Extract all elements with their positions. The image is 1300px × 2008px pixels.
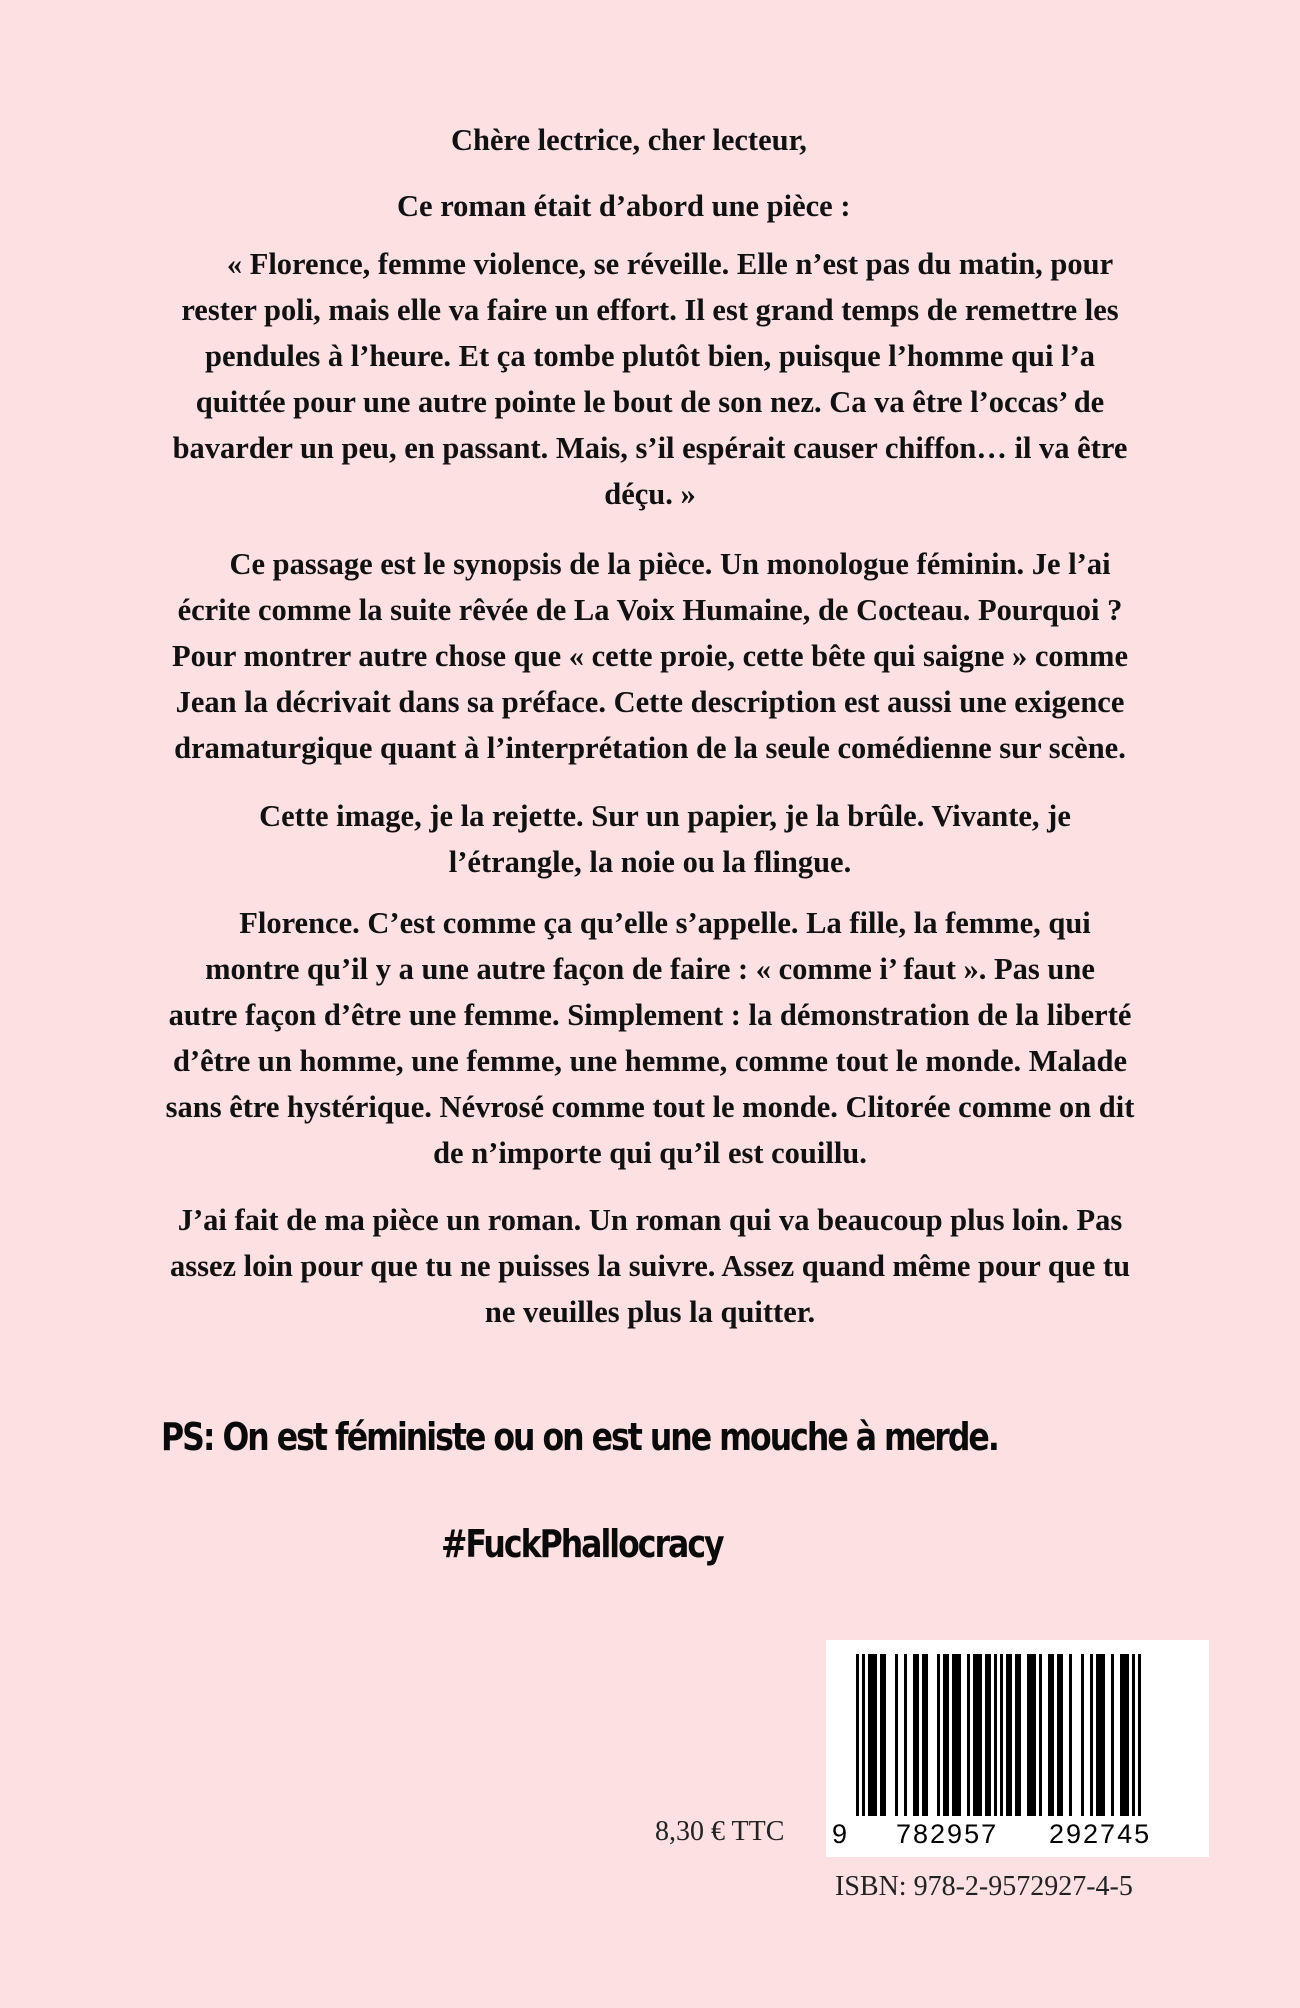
barcode-bar <box>958 1654 961 1816</box>
paragraph-line: quittée pour une autre pointe le bout de son nez. Ca va être l’occas’ de <box>195 385 1105 419</box>
florence-paragraph <box>0 900 1300 1176</box>
paragraph-line: « Florence, femme violence, se réveille. Elle n’est pas du matin, pour <box>226 247 1114 281</box>
barcode-bar <box>874 1654 877 1816</box>
barcode-bar <box>862 1654 865 1844</box>
barcode-bar <box>988 1654 991 1816</box>
barcode-bar <box>937 1654 940 1816</box>
paragraph-line: écrite comme la suite rêvée de La Voix Humaine, de Cocteau. Pourquoi ? <box>177 593 1123 627</box>
barcode-right-digits: 292745 <box>1049 1819 1152 1849</box>
barcode-bar <box>856 1654 859 1844</box>
synopsis-quote-paragraph <box>0 241 1300 517</box>
barcode-bar <box>1138 1654 1141 1844</box>
novel-paragraph <box>0 1197 1300 1335</box>
barcode-bar <box>952 1654 955 1816</box>
paragraph-line: J’ai fait de ma pièce un roman. Un roman qui va beaucoup plus loin. Pas <box>177 1203 1123 1237</box>
hashtag: #FuckPhallocracy <box>441 1522 723 1566</box>
paragraph-line: Ce passage est le synopsis de la pièce. Un monologue féminin. Je l’ai <box>229 547 1111 581</box>
paragraph-line: ne veuilles plus la quitter. <box>484 1295 816 1329</box>
barcode-bar <box>880 1654 883 1816</box>
barcode-graphic <box>826 1640 1209 1857</box>
paragraph-line: Cette image, je la rejette. Sur un papier, je la brûle. Vivante, je <box>259 799 1071 833</box>
paragraph-line: pendules à l’heure. Et ça tombe plutôt bien, puisque l’homme qui l’a <box>205 339 1095 373</box>
barcode-bar <box>1015 1654 1018 1816</box>
barcode-bar <box>1048 1654 1051 1816</box>
barcode-bar <box>967 1654 970 1816</box>
barcode-bar <box>1111 1654 1114 1816</box>
greeting: Chère lectrice, cher lecteur, <box>451 123 807 157</box>
barcode-bar <box>1060 1654 1063 1816</box>
barcode-bar <box>1123 1654 1126 1816</box>
isbn-label: ISBN: 978-2-9572927-4-5 <box>835 1871 1133 1902</box>
barcode-bar <box>979 1654 982 1816</box>
barcode-bar <box>1081 1654 1084 1816</box>
barcode-bar <box>1039 1654 1042 1816</box>
barcode-bar <box>1051 1654 1054 1816</box>
paragraph-line: rester poli, mais elle va faire un effort. Il est grand temps de remettre les <box>181 293 1119 327</box>
barcode-bar <box>1033 1654 1036 1816</box>
barcode-left-digits: 782957 <box>896 1819 999 1849</box>
barcode-bar <box>1006 1654 1009 1816</box>
barcode-bar <box>1096 1654 1099 1816</box>
barcode-bar <box>1132 1654 1135 1844</box>
barcode-bar <box>904 1654 907 1816</box>
barcode-bar <box>985 1654 988 1816</box>
synopsis-explanation-paragraph <box>0 541 1300 771</box>
barcode-bar <box>1120 1654 1123 1816</box>
barcode-bar <box>994 1654 997 1844</box>
paragraph-line: sans être hystérique. Névrosé comme tout le monde. Clitorée comme on dit <box>165 1090 1135 1124</box>
barcode-bar <box>1126 1654 1129 1816</box>
barcode-bar <box>1099 1654 1102 1816</box>
barcode-bar <box>883 1654 886 1816</box>
paragraph-line: l’étrangle, la noie ou la flingue. <box>448 845 852 879</box>
paragraph-line: Jean la décrivait dans sa préface. Cette description est aussi une exigence <box>175 685 1125 719</box>
intro-line: Ce roman était d’abord une pièce : <box>397 189 851 223</box>
ps-statement: PS: On est féministe ou on est une mouche à merde. <box>161 1415 998 1459</box>
paragraph-line: bavarder un peu, en passant. Mais, s’il espérait causer chiffon… il va être <box>172 431 1128 465</box>
barcode-bar <box>1069 1654 1072 1816</box>
barcode-lead-digit: 9 <box>832 1819 848 1849</box>
barcode-bar <box>868 1654 871 1816</box>
barcode-bar <box>946 1654 949 1816</box>
barcode-bar <box>943 1654 946 1816</box>
barcode-bar <box>913 1654 916 1816</box>
paragraph-line: autre façon d’être une femme. Simplement : la démonstration de la liberté <box>168 998 1132 1032</box>
barcode-bar <box>922 1654 925 1816</box>
barcode-bar <box>973 1654 976 1816</box>
paragraph-line: déçu. » <box>604 477 696 511</box>
barcode-bar <box>916 1654 919 1816</box>
barcode-bar <box>976 1654 979 1816</box>
barcode-bar <box>1018 1654 1021 1816</box>
paragraph-line: assez loin pour que tu ne puisses la suivre. Assez quand même pour que tu <box>169 1249 1131 1283</box>
paragraph-line: d’être un homme, une femme, une hemme, comme tout le monde. Malade <box>172 1044 1128 1078</box>
rejection-paragraph <box>0 793 1300 885</box>
barcode-bar <box>1030 1654 1033 1816</box>
barcode-bar <box>1090 1654 1093 1816</box>
paragraph-line: montre qu’il y a une autre façon de faire : « comme i’ faut ». Pas une <box>205 952 1095 986</box>
paragraph-line: Florence. C’est comme ça qu’elle s’appelle. La fille, la femme, qui <box>239 906 1091 940</box>
barcode-bar <box>1057 1654 1060 1816</box>
paragraph-line: de n’importe qui qu’il est couillu. <box>433 1136 867 1170</box>
paragraph-line: Pour montrer autre chose que « cette proie, cette bête qui saigne » comme <box>171 639 1128 673</box>
price-label: 8,30 € TTC <box>655 1816 785 1847</box>
barcode-bar <box>1027 1654 1030 1816</box>
barcode-bar <box>955 1654 958 1816</box>
barcode-bar <box>925 1654 928 1816</box>
barcode-bar <box>871 1654 874 1816</box>
barcode-bar <box>1000 1654 1003 1844</box>
barcode-bar <box>1009 1654 1012 1816</box>
barcode-bar <box>1102 1654 1105 1816</box>
barcode-bar <box>895 1654 898 1816</box>
isbn-barcode <box>826 1640 1209 1857</box>
paragraph-line: dramaturgique quant à l’interprétation de la seule comédienne sur scène. <box>174 731 1126 765</box>
